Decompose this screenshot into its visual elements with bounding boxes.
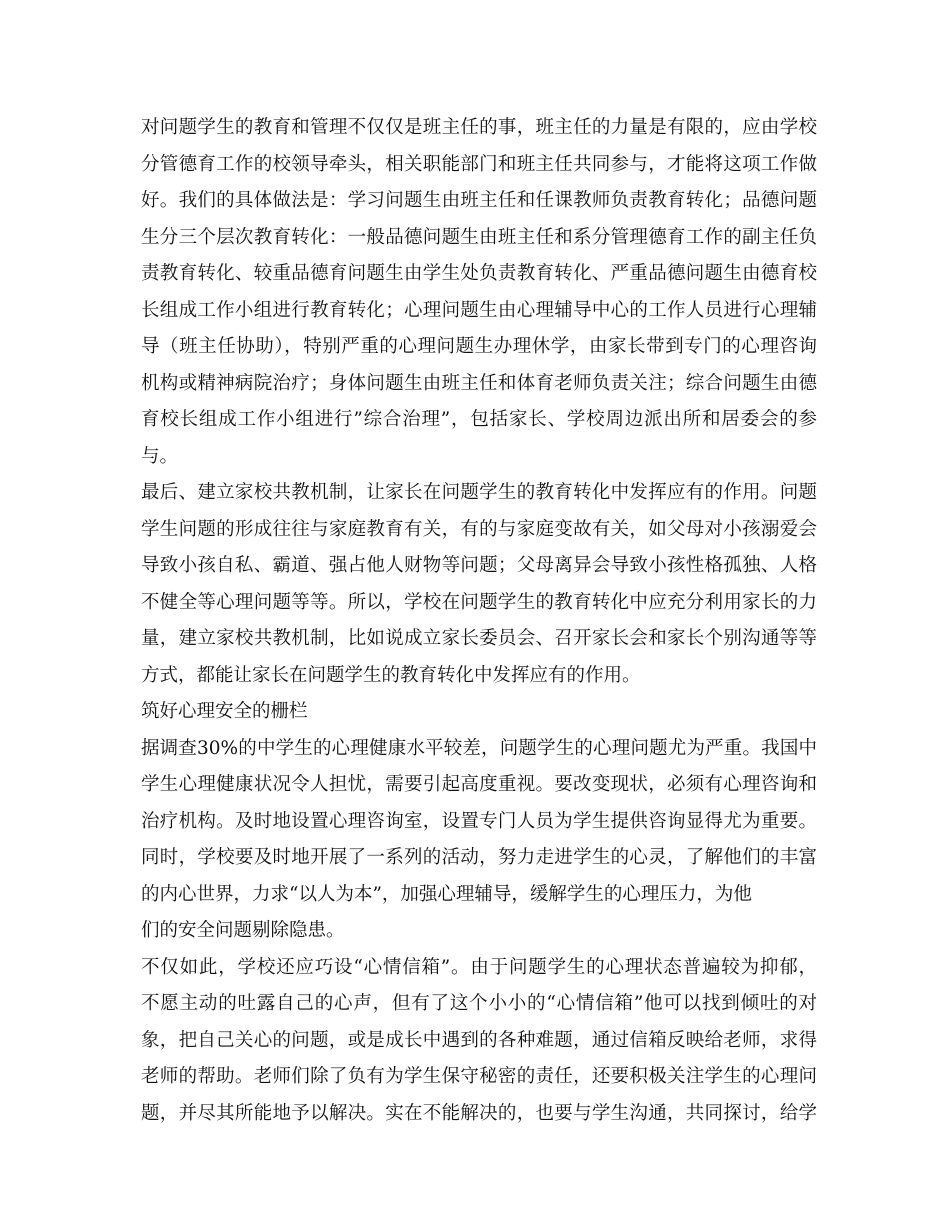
text-line: 责教育转化、较重品德育问题生由学生处负责教育转化、严重品德问题生由德育校 bbox=[141, 263, 817, 284]
text-line: 不仅如此，学校还应巧设“心情信箱”。由于问题学生的心理状态普遍较为抑郁， bbox=[141, 956, 817, 978]
text-line: 量，建立家校共教机制，比如说成立家长委员会、召开家长会和家长个别沟通等等 bbox=[141, 628, 817, 649]
text-line: 学生问题的形成往往与家庭教育有关，有的与家庭变故有关，如父母对小孩溺爱会 bbox=[141, 518, 817, 540]
text-line: 分管德育工作的校领导牵头，相关职能部门和班主任共同参与，才能将这项工作做 bbox=[141, 153, 817, 175]
text-line: 据调查30%的中学生的心理健康水平较差，问题学生的心理问题尤为严重。我国中 bbox=[141, 737, 817, 759]
text-line: 不愿主动的吐露自己的心声，但有了这个小小的“心情信箱”他可以找到倾吐的对 bbox=[141, 993, 817, 1014]
text-line: 导（班主任协助），特别严重的心理问题生办理休学，由家长带到专门的心理咨询 bbox=[141, 336, 817, 357]
text-line: 老师的帮助。老师们除了负有为学生保守秘密的责任，还要积极关注学生的心理问 bbox=[141, 1066, 817, 1087]
text-line: 长组成工作小组进行教育转化；心理问题生由心理辅导中心的工作人员进行心理辅 bbox=[141, 299, 817, 321]
text-line: 题，并尽其所能地予以解决。实在不能解决的，也要与学生沟通，共同探讨，给学 bbox=[141, 1102, 817, 1124]
text-line: 机构或精神病院治疗；身体问题生由班主任和体育老师负责关注；综合问题生由德 bbox=[141, 372, 817, 394]
section-heading: 筑好心理安全的栅栏 bbox=[141, 701, 308, 722]
text-line: 象，把自己关心的问题，或是成长中遇到的各种难题，通过信箱反映给老师，求得 bbox=[141, 1029, 817, 1051]
text-line: 生分三个层次教育转化：一般品德问题生由班主任和系分管理德育工作的副主任负 bbox=[141, 226, 817, 248]
document-page bbox=[141, 110, 817, 1132]
text-line: 育校长组成工作小组进行”综合治理”，包括家长、学校周边派出所和居委会的参 bbox=[141, 409, 817, 430]
text-line: 与。 bbox=[141, 445, 179, 467]
text-line: 对问题学生的教育和管理不仅仅是班主任的事，班主任的力量是有限的，应由学校 bbox=[141, 117, 817, 138]
text-line: 治疗机构。及时地设置心理咨询室，设置专门人员为学生提供咨询显得尤为重要。 bbox=[141, 810, 817, 832]
text-line: 的内心世界，力求“以人为本”，加强心理辅导，缓解学生的心理压力，为他 bbox=[141, 883, 752, 905]
text-line: 方式，都能让家长在问题学生的教育转化中发挥应有的作用。 bbox=[141, 664, 641, 686]
text-line: 们的安全问题剔除隐患。 bbox=[141, 920, 345, 941]
text-line: 导致小孩自私、霸道、强占他人财物等问题；父母离异会导致小孩性格孤独、人格 bbox=[141, 555, 817, 576]
text-line: 不健全等心理问题等等。所以，学校在问题学生的教育转化中应充分利用家长的力 bbox=[141, 591, 817, 613]
text-line: 学生心理健康状况令人担忧，需要引起高度重视。要改变现状，必须有心理咨询和 bbox=[141, 774, 817, 795]
text-line: 最后、建立家校共教机制，让家长在问题学生的教育转化中发挥应有的作用。问题 bbox=[141, 482, 817, 503]
text-line: 同时，学校要及时地开展了一系列的活动，努力走进学生的心灵，了解他们的丰富 bbox=[141, 847, 817, 868]
text-line: 好。我们的具体做法是：学习问题生由班主任和任课教师负责教育转化；品德问题 bbox=[141, 190, 817, 211]
